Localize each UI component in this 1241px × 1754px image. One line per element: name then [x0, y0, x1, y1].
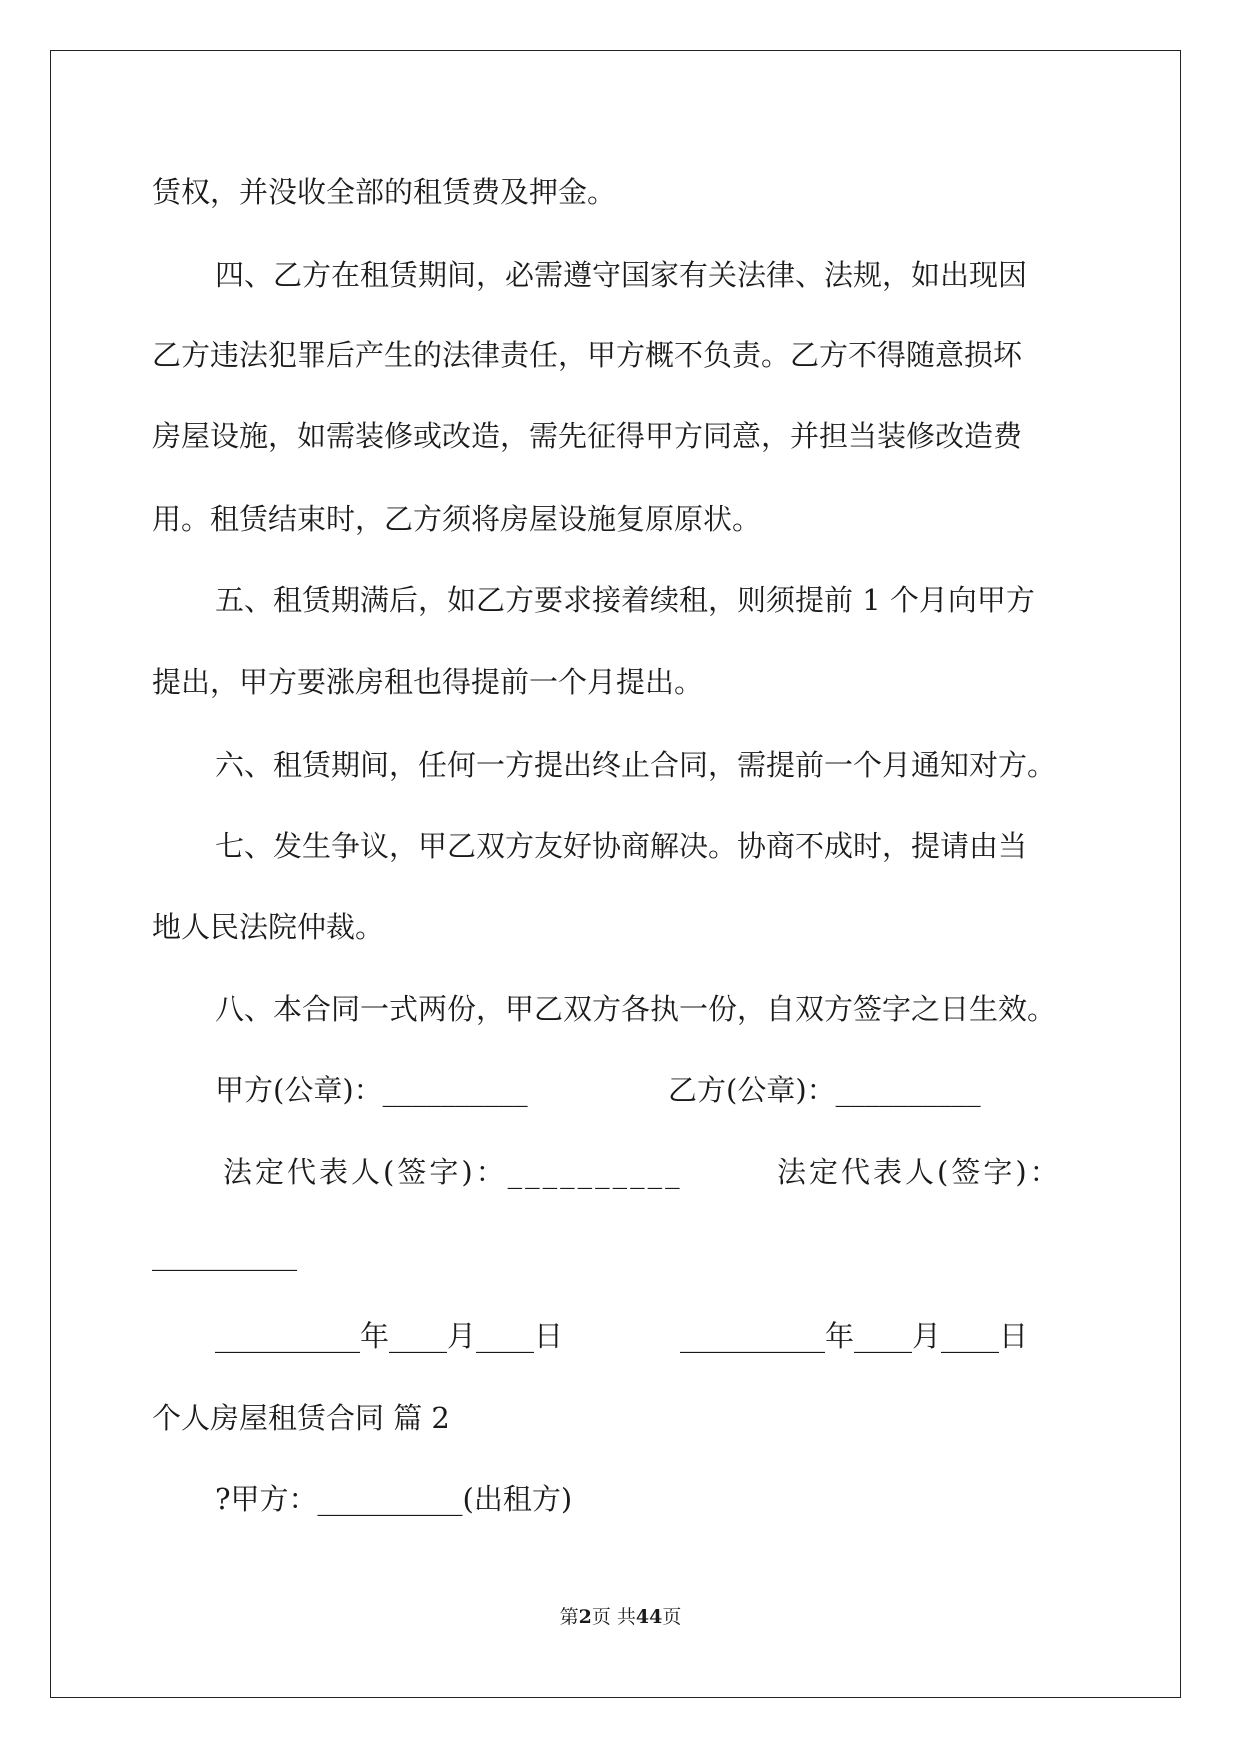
- paragraph-line: 七、发生争议，甲乙双方友好协商解决。协商不成时，提请由当: [215, 829, 1028, 863]
- party-a-seal: 甲方(公章)：__________: [215, 1073, 528, 1107]
- legal-rep-b-blank: __________: [152, 1237, 297, 1271]
- page-border: [50, 50, 1181, 1698]
- paragraph-line: 房屋设施，如需装修或改造，需先征得甲方同意，并担当装修改造费: [152, 419, 1023, 453]
- legal-rep-a: 法定代表人(签字)：__________: [223, 1155, 683, 1189]
- party-b-seal: 乙方(公章)：__________: [668, 1073, 981, 1107]
- paragraph-line: 五、租赁期满后，如乙方要求接着续租，则须提前 1 个月向甲方: [215, 583, 1035, 617]
- paragraph-line: 赁权，并没收全部的租赁费及押金。: [152, 175, 617, 209]
- paragraph-line: 乙方违法犯罪后产生的法律责任，甲方概不负责。乙方不得随意损坏: [152, 338, 1023, 372]
- date-b: __________年____月____日: [680, 1319, 1029, 1353]
- paragraph-line: 用。租赁结束时，乙方须将房屋设施复原原状。: [152, 502, 762, 536]
- total-pages: 44: [635, 1606, 663, 1628]
- paragraph-line: 八、本合同一式两份，甲乙双方各执一份，自双方签字之日生效。: [215, 992, 1057, 1026]
- lessor-line: ?甲方：__________(出租方): [215, 1482, 573, 1516]
- legal-rep-b: 法定代表人(签字)：: [777, 1155, 1062, 1189]
- page-footer: 第2页 共44页: [559, 1606, 682, 1628]
- paragraph-line: 四、乙方在租赁期间，必需遵守国家有关法律、法规，如出现因: [215, 258, 1028, 292]
- paragraph-line: 六、租赁期间，任何一方提出终止合同，需提前一个月通知对方。: [215, 748, 1057, 782]
- paragraph-line: 提出，甲方要涨房租也得提前一个月提出。: [152, 665, 704, 699]
- page-number: 2: [578, 1606, 592, 1628]
- paragraph-line: 地人民法院仲裁。: [152, 910, 385, 944]
- date-a: __________年____月____日: [215, 1319, 564, 1353]
- section-title: 个人房屋租赁合同 篇 2: [152, 1401, 450, 1435]
